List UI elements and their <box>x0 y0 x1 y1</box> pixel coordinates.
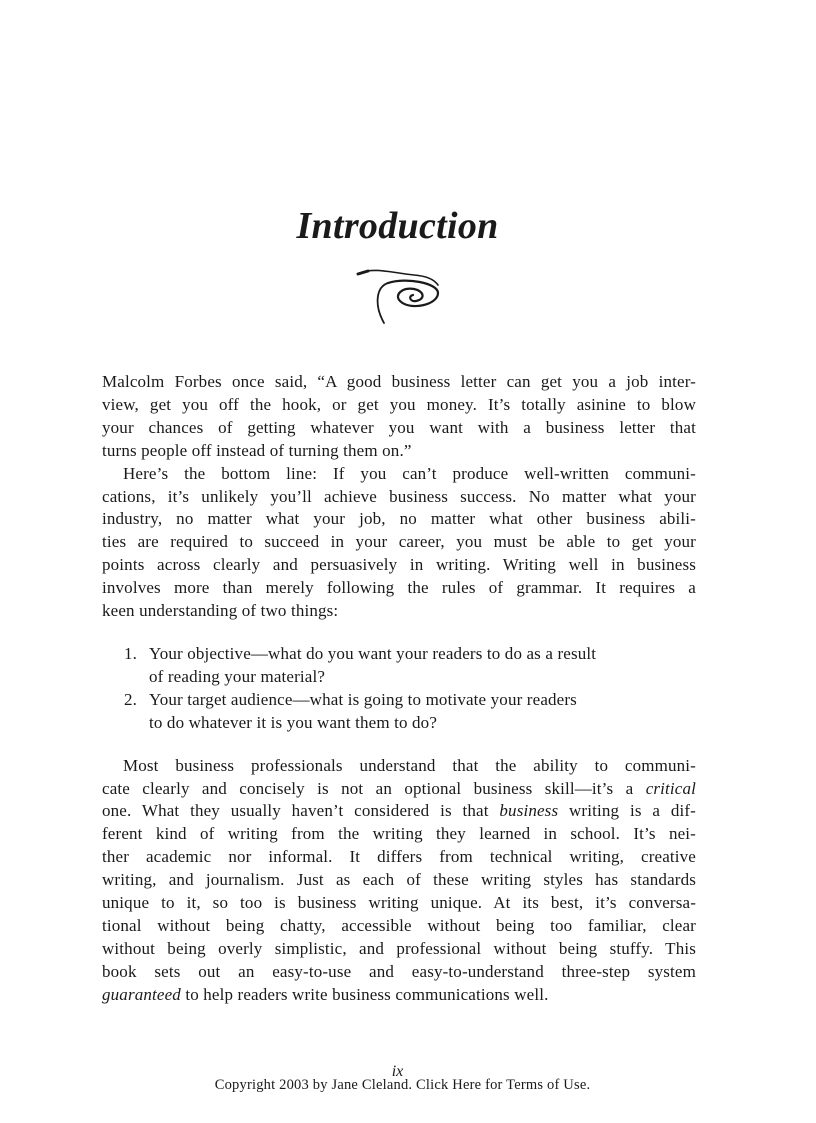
chapter-body <box>102 371 696 1007</box>
text-line: to do whatever it is you want them to do? <box>149 712 438 732</box>
text-line <box>102 778 696 801</box>
text-line: points across clearly and persuasively in writing. Writing well in business <box>102 555 696 575</box>
text-line: Your target audience—what is going to motivate your readers <box>149 689 577 709</box>
copyright-terms-link[interactable]: Copyright 2003 by Jane Cleland. Click Here for Terms of Use. <box>214 1077 591 1093</box>
page-number: ix <box>391 1063 404 1080</box>
text-line: unique to it, so too is business writing unique. At its best, it’s conversa- <box>102 893 696 913</box>
text-line: Here’s the bottom line: If you can’t produce well-written communi- <box>123 463 696 483</box>
text-line: book sets out an easy-to-use and easy-to-understand three-step system <box>102 961 696 981</box>
text-line <box>102 800 696 823</box>
list-item <box>102 643 696 689</box>
emphasis-text: guaranteed <box>102 984 181 1004</box>
chapter-title: Introduction <box>296 205 499 247</box>
text-line: keen understanding of two things: <box>102 601 339 621</box>
paragraph <box>102 755 696 1007</box>
list-item <box>102 689 696 735</box>
text-run: to help readers write business communications well. <box>180 984 549 1004</box>
text-line: industry, no matter what your job, no matter what other business abili- <box>102 509 696 529</box>
text-line: without being overly simplistic, and professional without being stuffy. This <box>102 938 696 958</box>
spiral-swash-icon <box>354 265 444 331</box>
list-number: 1. <box>124 643 138 663</box>
text-line: writing, and journalism. Just as each of these writing styles has standards <box>102 870 696 890</box>
text-line: involves more than merely following the rules of grammar. It requires a <box>102 578 696 598</box>
paragraph <box>102 463 696 623</box>
emphasis-text: critical <box>645 778 696 798</box>
list-number: 2. <box>124 689 138 709</box>
text-line: Malcolm Forbes once said, “A good business letter can get you a job inter- <box>102 372 696 391</box>
text-line: tional without being chatty, accessible without being too familiar, clear <box>102 915 696 935</box>
text-line: ther academic nor informal. It differs from technical writing, creative <box>102 847 696 867</box>
text-line: Most business professionals understand that the ability to communi- <box>123 755 696 775</box>
emphasis-text: business <box>499 801 559 821</box>
text-line: ties are required to succeed in your career, you must be able to get your <box>102 532 696 552</box>
text-line <box>102 984 696 1007</box>
text-run: one. What they usually haven’t considered is that <box>102 801 500 821</box>
text-line: ferent kind of writing from the writing they learned in school. It’s nei- <box>102 824 696 844</box>
text-line: view, get you off the hook, or get you money. It’s totally asinine to blow <box>102 394 696 414</box>
numbered-list <box>102 643 696 735</box>
text-run: writing is a dif- <box>558 801 696 821</box>
text-line: turns people off instead of turning them on.” <box>102 440 412 460</box>
paragraph <box>102 371 696 463</box>
text-line: Your objective—what do you want your readers to do as a result <box>149 643 597 663</box>
text-run: cate clearly and concisely is not an optional business skill—it’s a <box>102 778 646 798</box>
text-line: cations, it’s unlikely you’ll achieve business success. No matter what your <box>102 486 696 506</box>
text-line: your chances of getting whatever you want with a business letter that <box>102 417 696 437</box>
text-line: of reading your material? <box>149 666 326 686</box>
